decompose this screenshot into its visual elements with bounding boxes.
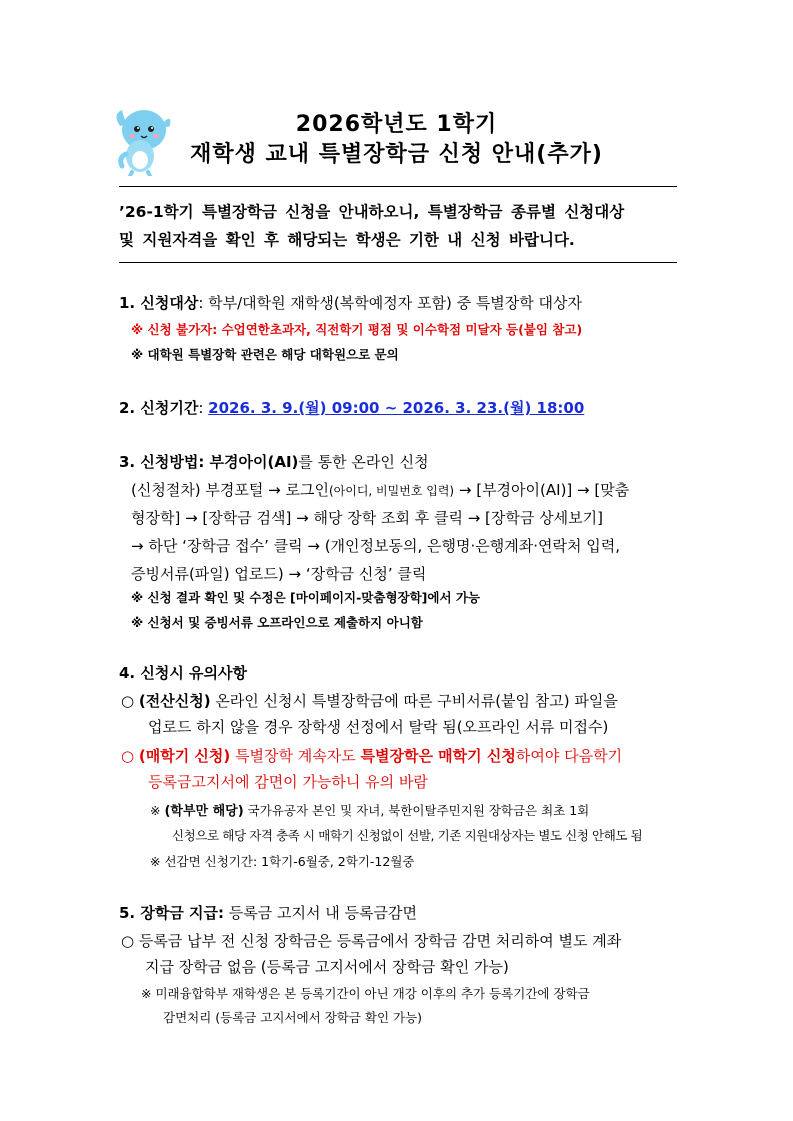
procedure-line-3: → 하단 ‘장학금 접수’ 클릭 → (개인정보동의, 은행명·은행계좌·연락처 입력, [131,537,620,555]
procedure-line-1c: → [부경아이(AI)] → [맞춤 [454,481,630,499]
bullet-1-text: 온라인 신청시 특별장학금에 따른 구비서류(붙임 참고) 파일을 [210,692,618,710]
section-1-body: : 학부/대학원 재학생(복학예정자 포함) 중 특별장학 대상자 [198,294,583,312]
section-5-note-1-line-2: 감면처리 (등록금 고지서에서 장학금 확인 가능) [163,1010,423,1025]
section-2-colon: : [198,399,209,417]
procedure-line-1a: (신청절차) 부경포털 → 로그인 [131,481,329,499]
title-line-2: 재학생 교내 특별장학금 신청 안내(추가) [190,142,603,167]
procedure-line-1b: (아이디, 비밀번호 입력) [328,484,455,498]
section-4-note-2: ※ 선감면 신청기간: 1학기-6월중, 2학기-12월중 [150,854,415,869]
note-1-text: 국가유공자 본인 및 자녀, 북한이탈주민지원 장학금은 최초 1회 [243,803,590,818]
procedure-line-1 [131,479,629,502]
section-5-bullet-1-line-2: 지급 장학금 없음 (등록금 고지서에서 장학금 확인 가능) [145,958,509,976]
intro-paragraph [119,198,679,254]
section-5-bullet-text: 등록금 납부 전 신청 장학금은 등록금에서 장학금 감면 처리하여 별도 계좌 [138,932,622,950]
section-4-bullet-2-line-2: 등록금고지서에 감면이 가능하니 유의 바람 [148,773,428,791]
section-1-title: 1. 신청대상 [119,294,199,312]
bullet-2-emphasis: 특별장학은 매학기 신청 [360,747,516,765]
section-5-title: 5. 장학금 지급: [119,904,225,922]
top-divider [119,186,677,187]
note-1-tag: (학부만 해당) [164,804,244,819]
bullet-1-tag: (전산신청) [138,692,211,710]
section-3-title-rest: 를 통한 온라인 신청 [298,453,429,471]
document-title [0,110,793,170]
section-2-title: 2. 신청기간 [119,399,199,417]
section-2-heading [119,397,584,419]
section-5-title-rest: 등록금 고지서 내 등록금감면 [224,904,417,922]
title-line-1: 2026학년도 1학기 [295,112,498,137]
section-3-note-offline: ※ 신청서 및 증빙서류 오프라인으로 제출하지 아니함 [131,615,423,630]
circle-bullet-icon: ○ [121,932,135,950]
section-4-heading: 4. 신청시 유의사항 [119,664,248,682]
bullet-2-text-a: 특별장학 계속자도 [230,747,361,765]
procedure-line-2: 형장학] → [장학금 검색] → 해당 장학 조회 후 클릭 → [장학금 상세보기] [131,509,603,527]
application-period: 2026. 3. 9.(월) 09:00 ~ 2026. 3. 23.(월) 18:00 [208,399,585,417]
section-5-heading [119,902,417,924]
section-4-bullet-1-line-2: 업로드 하지 않을 경우 장학생 선정에서 탈락 됨(오프라인 서류 미접수) [148,718,609,736]
section-1-heading [119,292,582,314]
circle-bullet-icon: ○ [121,747,135,765]
section-3-heading [119,451,429,473]
bottom-divider [119,262,677,263]
section-1-note-ineligible: ※ 신청 불가자: 수업연한초과자, 직전학기 평점 및 이수학점 미달자 등(붙임 참고) [131,322,583,337]
section-4-note-1-line-2: 신청으로 해당 자격 충족 시 매학기 신청없이 선발, 기존 지원대상자는 별도 신청 안해도 됨 [172,828,643,843]
section-4-bullet-2 [121,745,622,767]
section-4-bullet-1 [121,690,618,712]
intro-line-1: ’26-1학기 특별장학금 신청을 안내하오니, 특별장학금 종류별 신청대상 [119,203,625,221]
procedure-line-4: 증빙서류(파일) 업로드) → ‘장학금 신청’ 클릭 [131,565,427,583]
bullet-2-text-b: 하여야 다음학기 [515,747,623,765]
section-5-bullet-1 [121,930,621,952]
section-5-note-1: ※ 미래융합학부 재학생은 본 등록기간이 아닌 개강 이후의 추가 등록기간에 장학금 [141,986,590,1001]
section-3-title: 3. 신청방법: 부경아이(AI) [119,453,299,471]
circle-bullet-icon: ○ [121,692,135,710]
section-3-note-result: ※ 신청 결과 확인 및 수정은 [마이페이지-맞춤형장학]에서 가능 [131,590,481,605]
intro-line-2: 및 지원자격을 확인 후 해당되는 학생은 기한 내 신청 바랍니다. [119,231,575,249]
note-mark: ※ [150,803,161,818]
bullet-2-tag: (매학기 신청) [138,747,231,765]
section-1-note-graduate: ※ 대학원 특별장학 관련은 해당 대학원으로 문의 [131,347,399,362]
section-4-note-1 [150,800,589,819]
